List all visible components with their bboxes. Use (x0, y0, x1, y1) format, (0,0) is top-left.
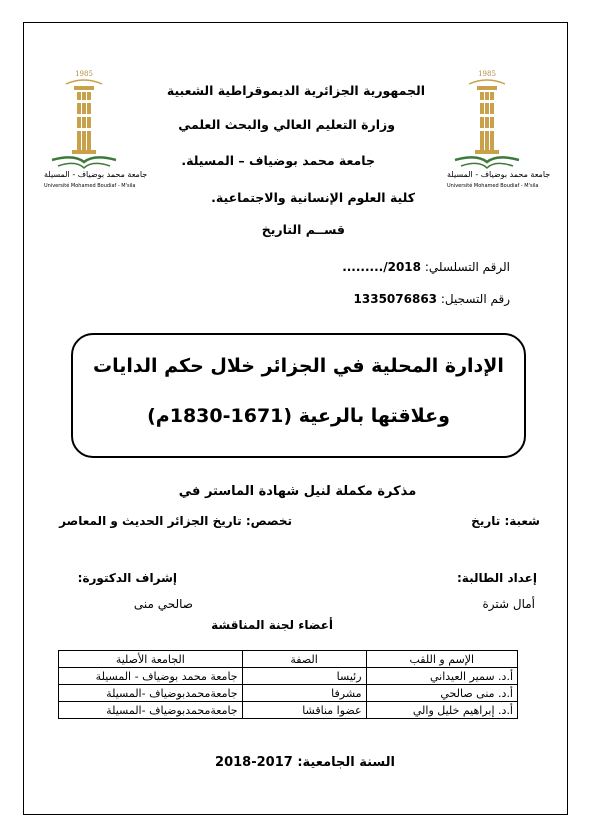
member-role: مشرفا (242, 685, 366, 702)
student-label: إعداد الطالبة: (457, 571, 537, 585)
serial-number (342, 260, 510, 274)
student-name: أمال شترة (482, 597, 535, 611)
thesis-title-box (71, 333, 526, 458)
academic-year (215, 755, 395, 770)
academic-year-label: السنة الجامعية: (297, 755, 395, 770)
academic-year-value: 2017-2018 (215, 755, 293, 770)
member-name: أ.د. سمير العيداني (366, 668, 517, 685)
header-ministry: وزارة التعليم العالي والبحث العلمي (178, 117, 395, 132)
member-role: رئيسا (242, 668, 366, 685)
logo-university-name-ar: جامعة محمد بوضياف - المسيلة (44, 170, 148, 179)
column-header-role: الصفة (242, 651, 366, 668)
logo-year: 1985 (478, 70, 496, 78)
committee-header-row (59, 651, 518, 668)
logo-university-name-en: Université Mohamed Boudiaf - M'sila (447, 183, 539, 189)
branch (471, 514, 540, 528)
registration-value: 1335076863 (353, 292, 438, 306)
table-row (59, 685, 518, 702)
registration-number (354, 292, 510, 306)
member-name: أ.د. إبراهيم خليل والي (366, 702, 517, 719)
member-university: جامعة محمد بوضياف - المسيلة (59, 668, 243, 685)
supervisor-label: إشراف الدكتورة: (77, 571, 177, 585)
registration-label: رقم التسجيل: (440, 292, 510, 306)
specialization-label: تخصص: (245, 514, 292, 528)
header-republic: الجمهورية الجزائرية الديموقراطية الشعبية (166, 83, 425, 98)
logo-university-name-en: Université Mohamed Boudiaf - M'sila (44, 183, 136, 189)
header-university: جامعة محمد بوضياف – المسيلة. (181, 153, 375, 168)
committee-heading: أعضاء لجنة المناقشة (211, 618, 333, 632)
university-logo-right (447, 70, 551, 200)
university-emblem-icon (447, 78, 551, 179)
supervisor-name: صالحي منى (133, 597, 193, 611)
university-emblem-icon (44, 78, 148, 179)
thesis-subtitle: مذكرة مكملة لنيل شهادة الماستر في (178, 484, 417, 499)
member-university: جامعةمحمدبوضياف -المسيلة (59, 702, 243, 719)
specialization-value: تاريخ الجزائر الحديث و المعاصر (59, 514, 242, 528)
logo-university-name-ar: جامعة محمد بوضياف - المسيلة (447, 170, 551, 179)
column-header-name: الإسم و اللقب (366, 651, 517, 668)
branch-label: شعبة: (504, 514, 540, 528)
member-role: عضوا مناقشا (242, 702, 366, 719)
header-department: قســم التاريخ (261, 222, 345, 237)
table-row (59, 668, 518, 685)
table-row (59, 702, 518, 719)
serial-value: ........./2018 (342, 260, 421, 274)
branch-value: تاريخ (471, 514, 501, 528)
specialization (59, 514, 292, 528)
header-faculty: كلية العلوم الإنسانية والاجتماعية. (211, 190, 415, 205)
university-logo-left (44, 70, 148, 200)
serial-label: الرقم التسلسلي: (424, 260, 510, 274)
member-university: جامعةمحمدبوضياف -المسيلة (59, 685, 243, 702)
member-name: أ.د. منى صالحي (366, 685, 517, 702)
thesis-title-line-1: الإدارة المحلية في الجزائر خلال حكم الدايات (93, 355, 504, 377)
column-header-university: الجامعة الأصلية (59, 651, 243, 668)
committee-table (58, 650, 518, 719)
thesis-title-line-2: وعلاقتها بالرعية (1671-1830م) (147, 405, 450, 427)
logo-year: 1985 (75, 70, 93, 78)
